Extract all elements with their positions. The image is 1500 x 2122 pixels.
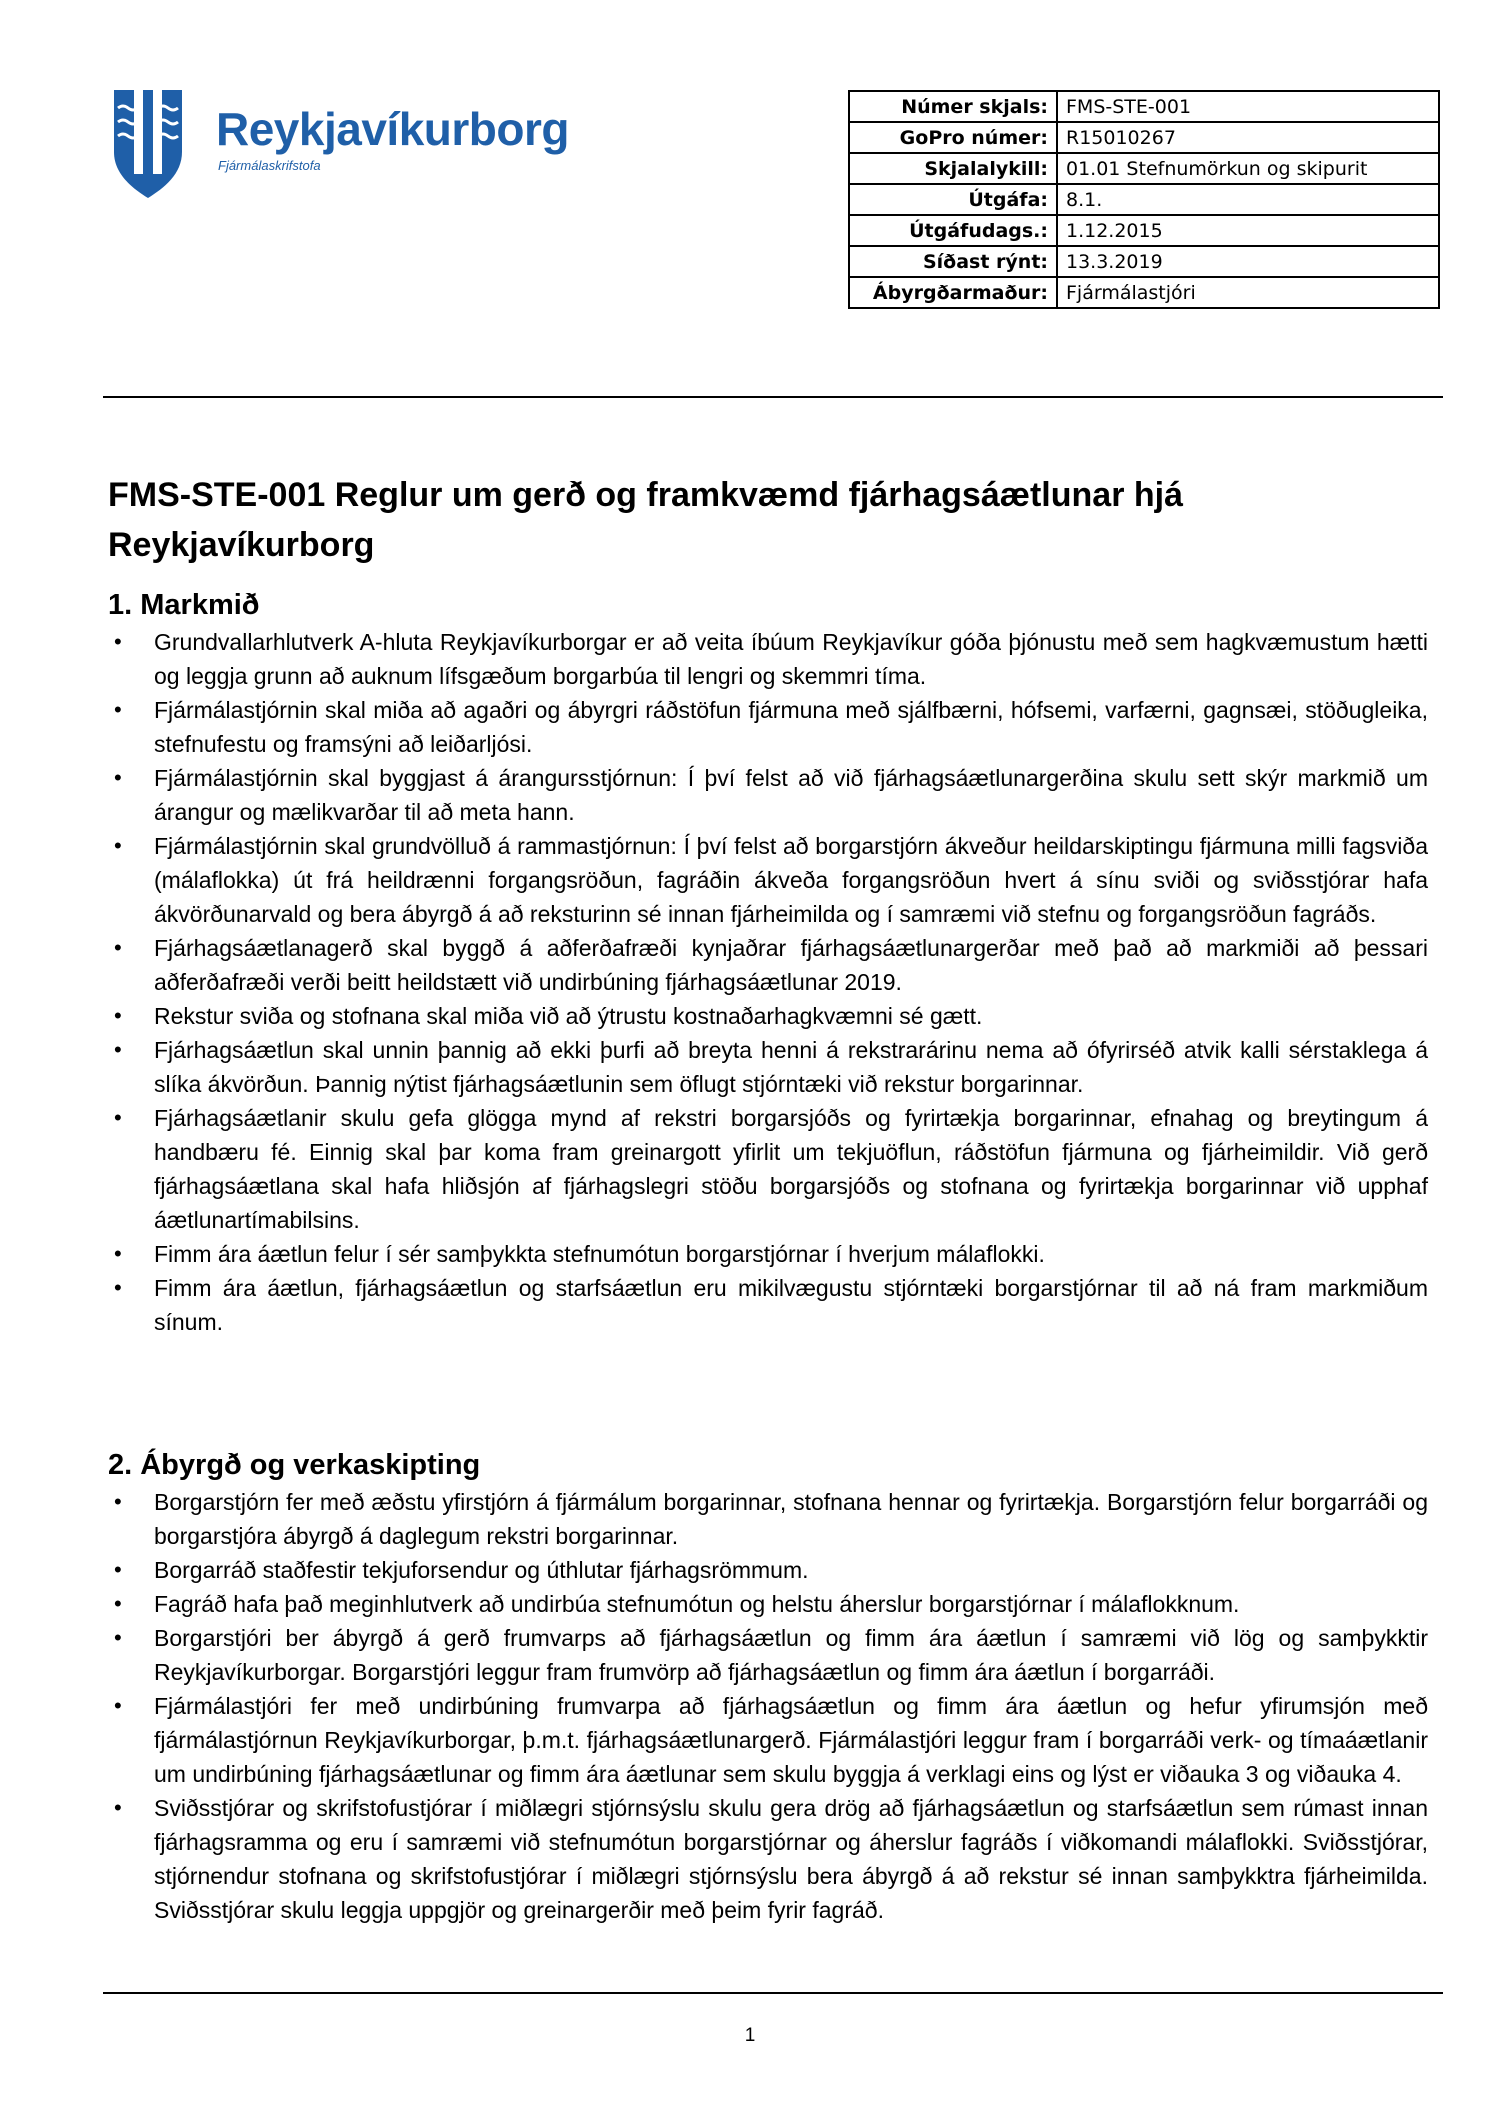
footer-divider bbox=[103, 1992, 1443, 1994]
list-item-text: Borgarstjórn fer með æðstu yfirstjórn á fjármálum borgarinnar, stofnana hennar og fyrirtækja. Borgarstjórn felur borgarráði og borgarstjóra ábyrgð á daglegum rekstri borgarinnar. bbox=[154, 1489, 1428, 1549]
list-item-text: Sviðsstjórar og skrifstofustjórar í miðlægri stjórnsýslu skulu gera drög að fjárhagsáætlun og starfsáætlun sem rúmast innan fjárhagsramma og eru í samræmi við stefnumótun borgarstjórnar og áherslur fagráðs í viðkomandi málaflokki. Sviðsstjórar, stjórnendur stofnana og skrifstofustjórar í miðlægri stjórnsýslu bera ábyrgð á að rekstur sé innan samþykktra fjárheimilda. Sviðsstjórar skulu leggja uppgjör og greinargerðir með þeim fyrir fagráð. bbox=[154, 1795, 1428, 1923]
list-item bbox=[108, 625, 1428, 693]
list-item-text: Fjármálastjórnin skal miða að agaðri og ábyrgri ráðstöfun fjármuna með sjálfbærni, hófsemi, varfærni, gagnsæi, stöðugleika, stefnufestu og framsýni að leiðarljósi. bbox=[154, 697, 1428, 757]
list-item-text: Rekstur sviða og stofnana skal miða við að ýtrustu kostnaðarhagkvæmni sé gætt. bbox=[154, 1003, 983, 1029]
list-item-text: Fjármálastjórnin skal byggjast á árangursstjórnun: Í því felst að við fjárhagsáætlunargerðina skulu sett skýr markmið um árangur og mælikvarðar til að meta hann. bbox=[154, 765, 1428, 825]
table-row bbox=[849, 153, 1439, 184]
list-item-text: Borgarstjóri ber ábyrgð á gerð frumvarps að fjárhagsáætlun og fimm ára áætlun í samræmi við lög og samþykktir Reykjavíkurborgar. Borgarstjóri leggur fram frumvörp að fjárhagsáætlun og fimm ára áætlun í borgarráði. bbox=[154, 1625, 1428, 1685]
info-label: Síðast rýnt: bbox=[849, 246, 1057, 277]
bullet-icon: • bbox=[114, 1557, 122, 1582]
info-label: Númer skjals: bbox=[849, 91, 1057, 122]
bullet-icon: • bbox=[114, 1241, 122, 1266]
logo-subtitle: Fjármálaskrifstofa bbox=[218, 158, 321, 173]
info-value: Fjármálastjóri bbox=[1057, 277, 1439, 308]
bullet-icon: • bbox=[114, 1275, 122, 1300]
list-item-text: Fjárhagsáætlanagerð skal byggð á aðferðafræði kynjaðrar fjárhagsáætlunargerðar með það að markmiði að þessari aðferðafræði verði beitt heildstætt við undirbúning fjárhagsáætlunar 2019. bbox=[154, 935, 1428, 995]
info-label: Skjalalykill: bbox=[849, 153, 1057, 184]
bullet-icon: • bbox=[114, 1795, 122, 1820]
bullet-icon: • bbox=[114, 935, 122, 960]
bullet-icon: • bbox=[114, 629, 122, 654]
bullet-icon: • bbox=[114, 833, 122, 858]
list-item bbox=[108, 1485, 1428, 1553]
bullet-icon: • bbox=[114, 765, 122, 790]
info-value: R15010267 bbox=[1057, 122, 1439, 153]
table-row bbox=[849, 122, 1439, 153]
list-item bbox=[108, 999, 1428, 1033]
list-item bbox=[108, 1271, 1428, 1339]
info-value: 13.3.2019 bbox=[1057, 246, 1439, 277]
bullet-icon: • bbox=[114, 1591, 122, 1616]
bullet-icon: • bbox=[114, 1037, 122, 1062]
section-heading: 1. Markmið bbox=[108, 589, 260, 621]
page-number: 1 bbox=[744, 2025, 756, 2046]
page-title: FMS-STE-001 Reglur um gerð og framkvæmd fjárhagsáætlunar hjá Reykjavíkurborg bbox=[108, 476, 1184, 564]
list-item bbox=[108, 1791, 1428, 1927]
info-value: 1.12.2015 bbox=[1057, 215, 1439, 246]
bullet-icon: • bbox=[114, 1489, 122, 1514]
list-item bbox=[108, 693, 1428, 761]
table-row bbox=[849, 277, 1439, 308]
list-item-text: Fjármálastjóri fer með undirbúning frumvarpa að fjárhagsáætlun og fimm ára áætlun og hefur yfirumsjón með fjármálastjórnun Reykjavíkurborgar, þ.m.t. fjárhagsáætlunargerð. Fjármálastjóri leggur fram í borgarráði verk- og tímaáætlanir um undirbúning fjárhagsáætlunar og fimm ára áætlunar sem skulu byggja á verklagi eins og lýst er viðauka 3 og viðauka 4. bbox=[154, 1693, 1428, 1787]
list-item-text: Fjármálastjórnin skal grundvölluð á rammastjórnun: Í því felst að borgarstjórn ákveður heildarskiptingu fjármuna milli fagsviða (málaflokka) út frá heildrænni forgangsröðun, fagráðin ákveða forgangsröðun hvert á sínu sviði og sviðsstjórar hafa ákvörðunarvald og bera ábyrgð á að reksturinn sé innan fjárheimilda og í samræmi við stefnu og forgangsröðun fagráðs. bbox=[154, 833, 1428, 927]
table-row bbox=[849, 246, 1439, 277]
table-row bbox=[849, 215, 1439, 246]
header-divider bbox=[103, 396, 1443, 398]
list-item-text: Fjárhagsáætlanir skulu gefa glögga mynd af rekstri borgarsjóðs og fyrirtækja borgarinnar, efnahag og breytingum á handbæru fé. Einnig skal þar koma fram greinargott yfirlit um tekjuöflun, ráðstöfun fjármuna og fjárheimildir. Við gerð fjárhagsáætlana skal hafa hliðsjón af fjárhagslegri stöðu borgarsjóðs og stofnana og fyrirtækja borgarinnar við upphaf áætlunartímabilsins. bbox=[154, 1105, 1428, 1233]
info-value: FMS-STE-001 bbox=[1057, 91, 1439, 122]
list-item-text: Borgarráð staðfestir tekjuforsendur og úthlutar fjárhagsrömmum. bbox=[154, 1557, 809, 1583]
table-row bbox=[849, 184, 1439, 215]
info-value: 8.1. bbox=[1057, 184, 1439, 215]
bullet-icon: • bbox=[114, 1003, 122, 1028]
bullet-list bbox=[108, 1485, 1428, 1927]
list-item bbox=[108, 1101, 1428, 1237]
section-abyrgd bbox=[108, 1445, 1428, 1927]
bullet-icon: • bbox=[114, 1625, 122, 1650]
list-item bbox=[108, 1621, 1428, 1689]
list-item bbox=[108, 829, 1428, 931]
list-item-text: Fimm ára áætlun felur í sér samþykkta stefnumótun borgarstjórnar í hverjum málaflokki. bbox=[154, 1241, 1045, 1267]
bullet-icon: • bbox=[114, 1105, 122, 1130]
list-item bbox=[108, 1033, 1428, 1101]
bullet-icon: • bbox=[114, 1693, 122, 1718]
list-item-text: Fagráð hafa það meginhlutverk að undirbúa stefnumótun og helstu áherslur borgarstjórnar í málaflokknum. bbox=[154, 1591, 1240, 1617]
info-label: Útgáfudags.: bbox=[849, 215, 1057, 246]
logo-name: Reykjavíkurborg bbox=[216, 103, 569, 155]
logo bbox=[112, 88, 569, 208]
document-info-table bbox=[848, 90, 1440, 309]
list-item bbox=[108, 1553, 1428, 1587]
list-item bbox=[108, 931, 1428, 999]
list-item-text: Fimm ára áætlun, fjárhagsáætlun og starfsáætlun eru mikilvægustu stjórntæki borgarstjórnar til að ná fram markmiðum sínum. bbox=[154, 1275, 1428, 1335]
section-heading: 2. Ábyrgð og verkaskipting bbox=[108, 1449, 481, 1481]
table-row bbox=[849, 91, 1439, 122]
info-value: 01.01 Stefnumörkun og skipurit bbox=[1057, 153, 1439, 184]
info-label: Útgáfa: bbox=[849, 184, 1057, 215]
info-label: Ábyrgðarmaður: bbox=[849, 277, 1057, 308]
list-item bbox=[108, 1237, 1428, 1271]
list-item-text: Fjárhagsáætlun skal unnin þannig að ekki þurfi að breyta henni á rekstrarárinu nema að ófyrirséð atvik kalli sérstaklega á slíka ákvörðun. Þannig nýtist fjárhagsáætlunin sem öflugt stjórntæki við rekstur borgarinnar. bbox=[154, 1037, 1428, 1097]
bullet-icon: • bbox=[114, 697, 122, 722]
info-label: GoPro númer: bbox=[849, 122, 1057, 153]
section-markmid bbox=[108, 585, 1428, 1339]
bullet-list bbox=[108, 625, 1428, 1339]
list-item bbox=[108, 1689, 1428, 1791]
list-item bbox=[108, 761, 1428, 829]
city-shield-icon bbox=[112, 88, 184, 200]
list-item bbox=[108, 1587, 1428, 1621]
list-item-text: Grundvallarhlutverk A-hluta Reykjavíkurborgar er að veita íbúum Reykjavíkur góða þjónustu með sem hagkvæmustum hætti og leggja grunn að auknum lífsgæðum borgarbúa til lengri og skemmri tíma. bbox=[154, 629, 1428, 689]
